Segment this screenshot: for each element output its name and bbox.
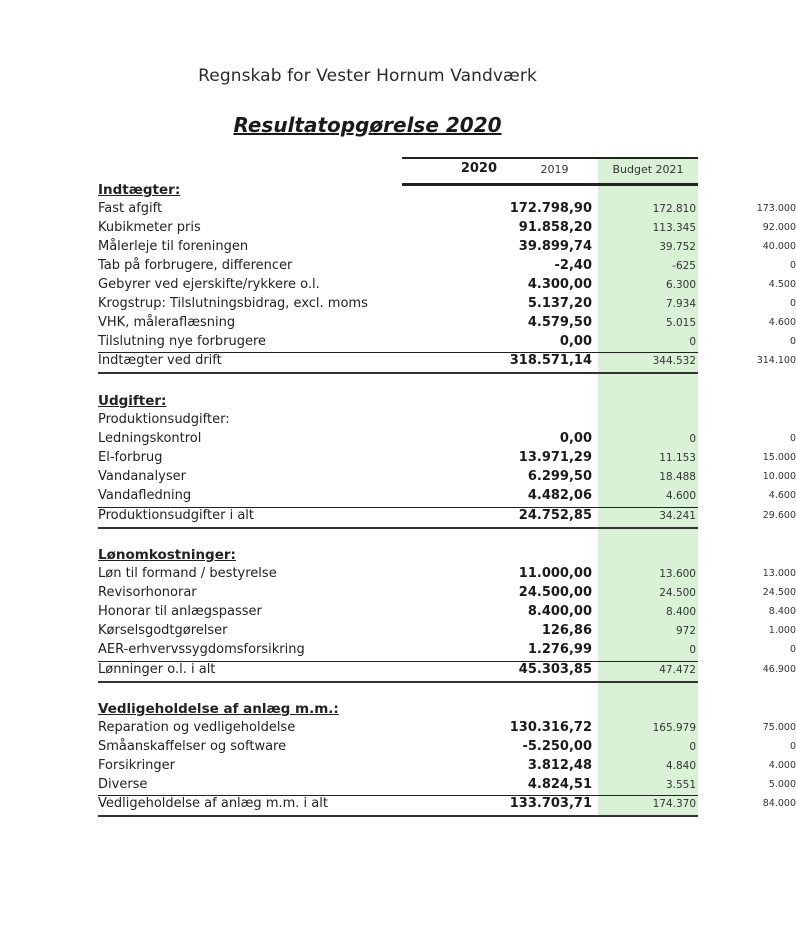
value-2020: 133.703,71 xyxy=(509,796,592,811)
value-2020: -2,40 xyxy=(554,258,592,273)
value-2019: 11.153 xyxy=(659,452,696,464)
value-2019: 3.551 xyxy=(665,779,696,791)
value-budget: 92.000 xyxy=(762,222,796,233)
value-budget: 84.000 xyxy=(762,798,796,809)
value-budget: 29.600 xyxy=(762,510,796,521)
value-budget: 24.500 xyxy=(762,587,796,598)
value-budget: 0 xyxy=(789,741,796,752)
value-2019: 39.752 xyxy=(659,241,696,253)
value-2019: 172.810 xyxy=(652,203,696,215)
table-row xyxy=(98,622,796,641)
value-2019: 0 xyxy=(689,336,696,348)
value-2019: 4.840 xyxy=(665,760,696,772)
row-label: Produktionsudgifter i alt xyxy=(98,508,255,523)
section-heading-udgifter xyxy=(98,392,698,411)
row-label: Forsikringer xyxy=(98,758,176,773)
value-budget: 10.000 xyxy=(762,471,796,482)
value-2020: 5.137,20 xyxy=(527,296,592,311)
value-2020: 4.824,51 xyxy=(527,777,592,792)
value-budget: 4.500 xyxy=(768,279,796,290)
row-label: VHK, måleraflæsning xyxy=(98,315,236,330)
value-2020: 0,00 xyxy=(559,431,592,446)
table-row xyxy=(98,295,796,314)
value-2020: 130.316,72 xyxy=(509,720,592,735)
value-2019: 5.015 xyxy=(665,317,696,329)
table-row xyxy=(98,449,796,468)
section-heading-vedligeholdelse xyxy=(98,700,698,719)
table-row xyxy=(98,238,796,257)
total-row-vedligeholdelse xyxy=(98,795,796,817)
value-budget: 0 xyxy=(789,644,796,655)
value-budget: 75.000 xyxy=(762,722,796,733)
document-subtitle: Resultatopgørelse 2020 xyxy=(233,113,502,137)
column-header-2020: 2020 xyxy=(460,161,497,176)
row-label: Målerleje til foreningen xyxy=(98,239,249,254)
value-2020: 4.300,00 xyxy=(527,277,592,292)
value-budget: 4.600 xyxy=(768,317,796,328)
row-label: Småanskaffelser og software xyxy=(98,739,287,754)
value-2020: 24.500,00 xyxy=(518,585,592,600)
value-budget: 0 xyxy=(789,433,796,444)
value-2020: 3.812,48 xyxy=(527,758,592,773)
row-label: AER-erhvervssygdomsforsikring xyxy=(98,642,305,657)
value-2020: -5.250,00 xyxy=(522,739,592,754)
row-label: Honorar til anlægspasser xyxy=(98,604,262,619)
value-2019: 174.370 xyxy=(652,798,696,810)
section-heading-label: Udgifter: xyxy=(98,393,167,409)
value-2019: 0 xyxy=(689,644,696,656)
section-heading-loenomkostninger xyxy=(98,546,698,565)
value-budget: 15.000 xyxy=(762,452,796,463)
value-budget: 40.000 xyxy=(762,241,796,252)
value-2020: 13.971,29 xyxy=(518,450,592,465)
value-budget: 0 xyxy=(789,260,796,271)
value-2019: 165.979 xyxy=(652,722,696,734)
value-2019: 24.500 xyxy=(659,587,696,599)
table-row xyxy=(98,776,796,795)
value-2019: 13.600 xyxy=(659,568,696,580)
value-2020: 11.000,00 xyxy=(518,566,592,581)
row-label: Tab på forbrugere, differencer xyxy=(98,258,293,273)
table-row xyxy=(98,276,796,295)
row-label: Tilslutning nye forbrugere xyxy=(98,334,267,349)
value-2019: 6.300 xyxy=(665,279,696,291)
value-2019: 344.532 xyxy=(652,355,696,367)
table-row xyxy=(98,487,796,506)
section-heading-label: Lønomkostninger: xyxy=(98,547,236,563)
row-label: Lønninger o.l. i alt xyxy=(98,662,216,677)
value-budget: 173.000 xyxy=(756,203,796,214)
value-2020: 4.482,06 xyxy=(527,488,592,503)
value-budget: 13.000 xyxy=(762,568,796,579)
value-2020: 24.752,85 xyxy=(518,508,592,523)
table-row xyxy=(98,314,796,333)
value-2020: 1.276,99 xyxy=(527,642,592,657)
value-2020: 91.858,20 xyxy=(518,220,592,235)
column-header-2019: 2019 xyxy=(540,163,569,176)
value-budget: 8.400 xyxy=(768,606,796,617)
table-row xyxy=(98,333,796,352)
total-row-produktionsudgifter xyxy=(98,507,796,529)
value-2019: 0 xyxy=(689,433,696,445)
column-header-budget-2021: Budget 2021 xyxy=(612,163,684,176)
value-2020: 0,00 xyxy=(559,334,592,349)
value-2019: 4.600 xyxy=(665,490,696,502)
row-label: Vandafledning xyxy=(98,488,192,503)
value-budget: 314.100 xyxy=(756,355,796,366)
value-2020: 4.579,50 xyxy=(527,315,592,330)
table-row xyxy=(98,200,796,219)
row-label: Gebyrer ved ejerskifte/rykkere o.l. xyxy=(98,277,320,292)
subheading-produktionsudgifter xyxy=(98,411,698,430)
table-row xyxy=(98,430,796,449)
row-label: Kørselsgodtgørelser xyxy=(98,623,228,638)
row-label: Vandanalyser xyxy=(98,469,186,484)
table-row xyxy=(98,719,796,738)
table-row xyxy=(98,757,796,776)
value-2019: 0 xyxy=(689,741,696,753)
table-row xyxy=(98,219,796,238)
table-row xyxy=(98,257,796,276)
document-title: Regnskab for Vester Hornum Vandværk xyxy=(198,66,537,86)
value-2020: 6.299,50 xyxy=(527,469,592,484)
value-budget: 0 xyxy=(789,336,796,347)
row-label: Ledningskontrol xyxy=(98,431,202,446)
row-label: Diverse xyxy=(98,777,148,792)
value-2020: 172.798,90 xyxy=(509,201,592,216)
table-row xyxy=(98,738,796,757)
section-heading-indtaegter xyxy=(98,181,698,200)
row-label: Løn til formand / bestyrelse xyxy=(98,566,277,581)
row-label: Produktionsudgifter: xyxy=(98,412,230,427)
table-row xyxy=(98,641,796,660)
row-label: Fast afgift xyxy=(98,201,163,216)
value-budget: 4.000 xyxy=(768,760,796,771)
row-label: Vedligeholdelse af anlæg m.m. i alt xyxy=(98,796,328,811)
value-2019: 972 xyxy=(675,625,696,637)
table-row xyxy=(98,565,796,584)
value-2019: 7.934 xyxy=(665,298,696,310)
section-heading-label: Indtægter: xyxy=(98,182,181,198)
value-2020: 39.899,74 xyxy=(518,239,592,254)
value-budget: 46.900 xyxy=(762,664,796,675)
table-row xyxy=(98,468,796,487)
value-budget: 4.600 xyxy=(768,490,796,501)
total-row-loenninger xyxy=(98,661,796,683)
row-label: Krogstrup: Tilslutningsbidrag, excl. moms xyxy=(98,296,368,311)
value-2020: 318.571,14 xyxy=(509,353,592,368)
value-budget: 5.000 xyxy=(768,779,796,790)
value-2019: 8.400 xyxy=(665,606,696,618)
row-label: Indtægter ved drift xyxy=(98,353,222,368)
row-label: Kubikmeter pris xyxy=(98,220,201,235)
row-label: Revisorhonorar xyxy=(98,585,197,600)
value-2019: 47.472 xyxy=(659,664,696,676)
value-budget: 0 xyxy=(789,298,796,309)
value-2019: 113.345 xyxy=(652,222,696,234)
row-label: El-forbrug xyxy=(98,450,163,465)
total-row-indtaegter xyxy=(98,352,796,374)
value-2019: 34.241 xyxy=(659,510,696,522)
value-2019: 18.488 xyxy=(659,471,696,483)
table-row xyxy=(98,584,796,603)
value-2020: 126,86 xyxy=(541,623,592,638)
section-heading-label: Vedligeholdelse af anlæg m.m.: xyxy=(98,701,339,717)
value-2020: 8.400,00 xyxy=(527,604,592,619)
value-2019: -625 xyxy=(672,260,696,272)
value-2020: 45.303,85 xyxy=(518,662,592,677)
table-row xyxy=(98,603,796,622)
value-budget: 1.000 xyxy=(768,625,796,636)
row-label: Reparation og vedligeholdelse xyxy=(98,720,296,735)
